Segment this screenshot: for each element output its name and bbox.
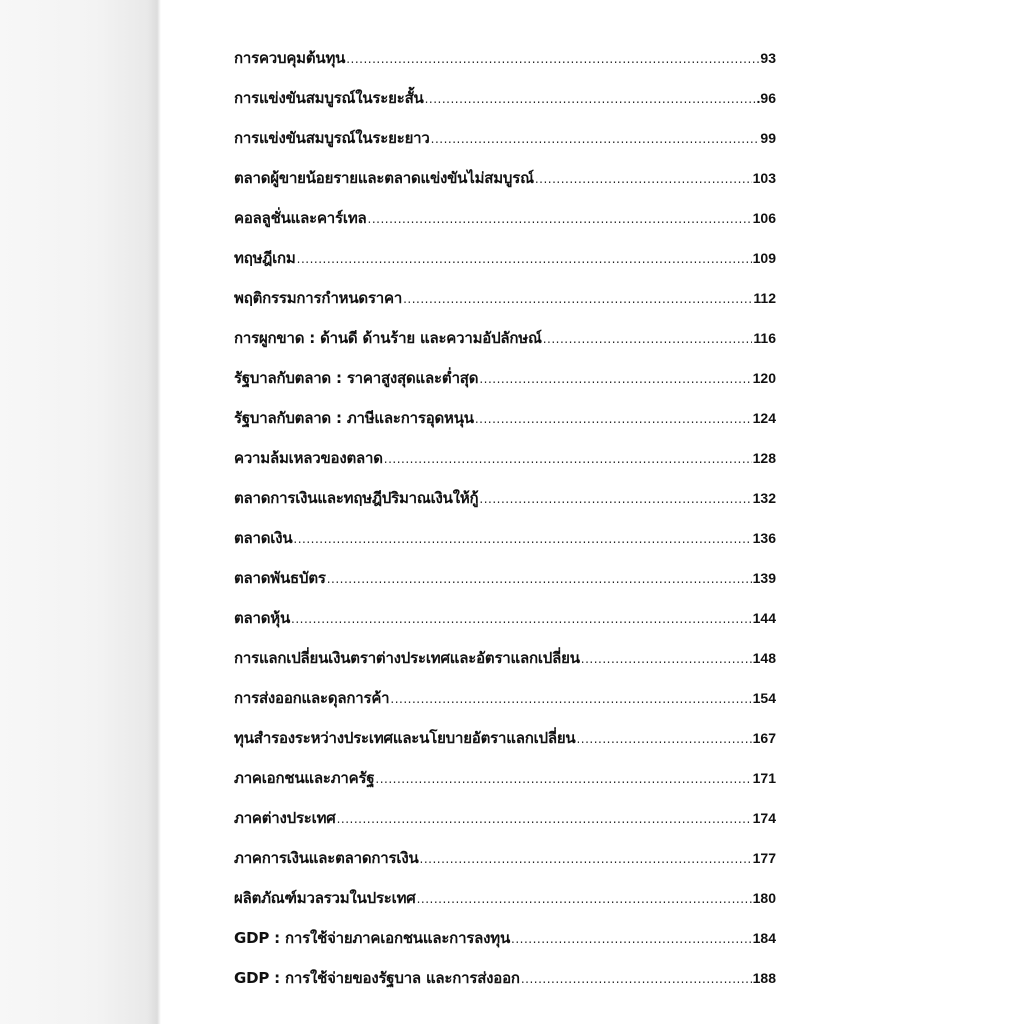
dot-leader [384,439,752,479]
table-of-contents [234,38,776,998]
toc-entry-title: GDP : การใช้จ่ายของรัฐบาล และการส่งออก [234,969,520,987]
toc-entry-page-number: 132 [752,490,776,506]
toc-entry-page-number: 106 [752,210,776,226]
dot-leader [346,39,759,79]
toc-entry-page-number: 93 [760,50,776,66]
toc-entry [234,958,776,998]
dot-leader [581,639,752,679]
toc-entry-page-number: 99 [760,130,776,146]
dot-leader [521,959,752,999]
toc-entry-title: รัฐบาลกับตลาด : ภาษีและการอุดหนุน [234,409,474,427]
toc-entry-title: ภาคเอกชนและภาครัฐ [234,769,375,787]
dot-leader [390,679,751,719]
toc-entry-title: ตลาดหุ้น [234,609,291,627]
dot-leader [327,559,752,599]
toc-entry [234,198,776,238]
toc-entry-page-number: 128 [752,450,776,466]
toc-entry-title: การควบคุมต้นทุน [234,49,346,67]
toc-entry [234,718,776,758]
toc-entry [234,678,776,718]
toc-entry [234,638,776,678]
toc-entry-page-number: 188 [752,970,776,986]
toc-entry-page-number: 154 [752,690,776,706]
page-gutter-shadow [0,0,160,1024]
toc-entry-title: ความล้มเหลวของตลาด [234,449,383,467]
toc-entry-page-number: 171 [752,770,776,786]
toc-entry-title: ภาคการเงินและตลาดการเงิน [234,849,419,867]
toc-entry-page-number: 116 [753,330,776,346]
toc-entry-title: การผูกขาด : ด้านดี ด้านร้าย และความอัปลักษณ์ [234,329,542,347]
toc-entry-page-number: .96 [756,90,776,106]
toc-entry-title: พฤติกรรมการกำหนดราคา [234,289,403,307]
toc-entry-page-number: 109 [752,250,776,266]
toc-entry [234,398,776,438]
toc-entry-page-number: 120 [752,370,776,386]
toc-entry-page-number: 144 [752,610,776,626]
toc-entry-title: ตลาดการเงินและทฤษฎีปริมาณเงินให้กู้ [234,489,479,507]
toc-entry [234,798,776,838]
toc-entry [234,558,776,598]
dot-leader [475,399,752,439]
toc-entry-page-number: 180 [752,890,776,906]
toc-entry [234,278,776,318]
dot-leader [375,759,751,799]
toc-entry-title: ทฤษฎีเกม [234,249,296,267]
toc-entry [234,358,776,398]
toc-entry-title: การแข่งขันสมบูรณ์ในระยะยาว [234,129,430,147]
toc-entry [234,78,776,118]
toc-entry-title: การส่งออกและดุลการค้า [234,689,390,707]
toc-entry [234,518,776,558]
toc-entry [234,838,776,878]
dot-leader [576,719,751,759]
dot-leader [479,359,751,399]
dot-leader [293,519,751,559]
page-edge [157,0,161,1024]
toc-entry-page-number: 148 [752,650,776,666]
toc-entry [234,598,776,638]
toc-entry-page-number: 174 [752,810,776,826]
toc-entry-title: GDP : การใช้จ่ายภาคเอกชนและการลงทุน [234,929,510,947]
toc-entry [234,118,776,158]
toc-entry [234,38,776,78]
dot-leader [535,159,752,199]
dot-leader [297,239,752,279]
toc-entry-page-number: 136 [752,530,776,546]
toc-entry-page-number: 184 [752,930,776,946]
toc-entry [234,478,776,518]
toc-entry-page-number: 124 [752,410,776,426]
toc-entry [234,318,776,358]
dot-leader [543,319,753,359]
toc-entry [234,918,776,958]
dot-leader [431,119,760,159]
toc-entry [234,878,776,918]
dot-leader [511,919,752,959]
toc-entry-page-number: 112 [753,290,776,306]
toc-entry-title: การแลกเปลี่ยนเงินตราต่างประเทศและอัตราแลกเปลี่ยน [234,649,580,667]
dot-leader [420,839,752,879]
toc-entry-page-number: 177 [752,850,776,866]
toc-entry [234,758,776,798]
toc-entry-title: ตลาดผู้ขายน้อยรายและตลาดแข่งขันไม่สมบูรณ์ [234,169,534,187]
toc-entry-title: ตลาดเงิน [234,529,293,547]
dot-leader [403,279,752,319]
toc-entry-title: ภาคต่างประเทศ [234,809,336,827]
toc-entry-page-number: 167 [752,730,776,746]
toc-entry-title: คอลลูชั่นและคาร์เทล [234,209,367,227]
dot-leader [337,799,752,839]
toc-entry [234,238,776,278]
toc-entry-page-number: 139 [752,570,776,586]
toc-entry-title: ทุนสำรองระหว่างประเทศและนโยบายอัตราแลกเปลี่ยน [234,729,576,747]
toc-entry [234,438,776,478]
toc-entry-title: รัฐบาลกับตลาด : ราคาสูงสุดและต่ำสุด [234,369,479,387]
toc-entry-title: ตลาดพันธบัตร [234,569,326,587]
dot-leader [368,199,752,239]
dot-leader [291,599,752,639]
toc-entry-title: การแข่งขันสมบูรณ์ในระยะสั้น [234,89,424,107]
toc-entry-title: ผลิตภัณฑ์มวลรวมในประเทศ [234,889,416,907]
dot-leader [479,479,751,519]
toc-entry-page-number: 103 [752,170,776,186]
dot-leader [417,879,752,919]
toc-entry [234,158,776,198]
dot-leader [425,79,756,119]
